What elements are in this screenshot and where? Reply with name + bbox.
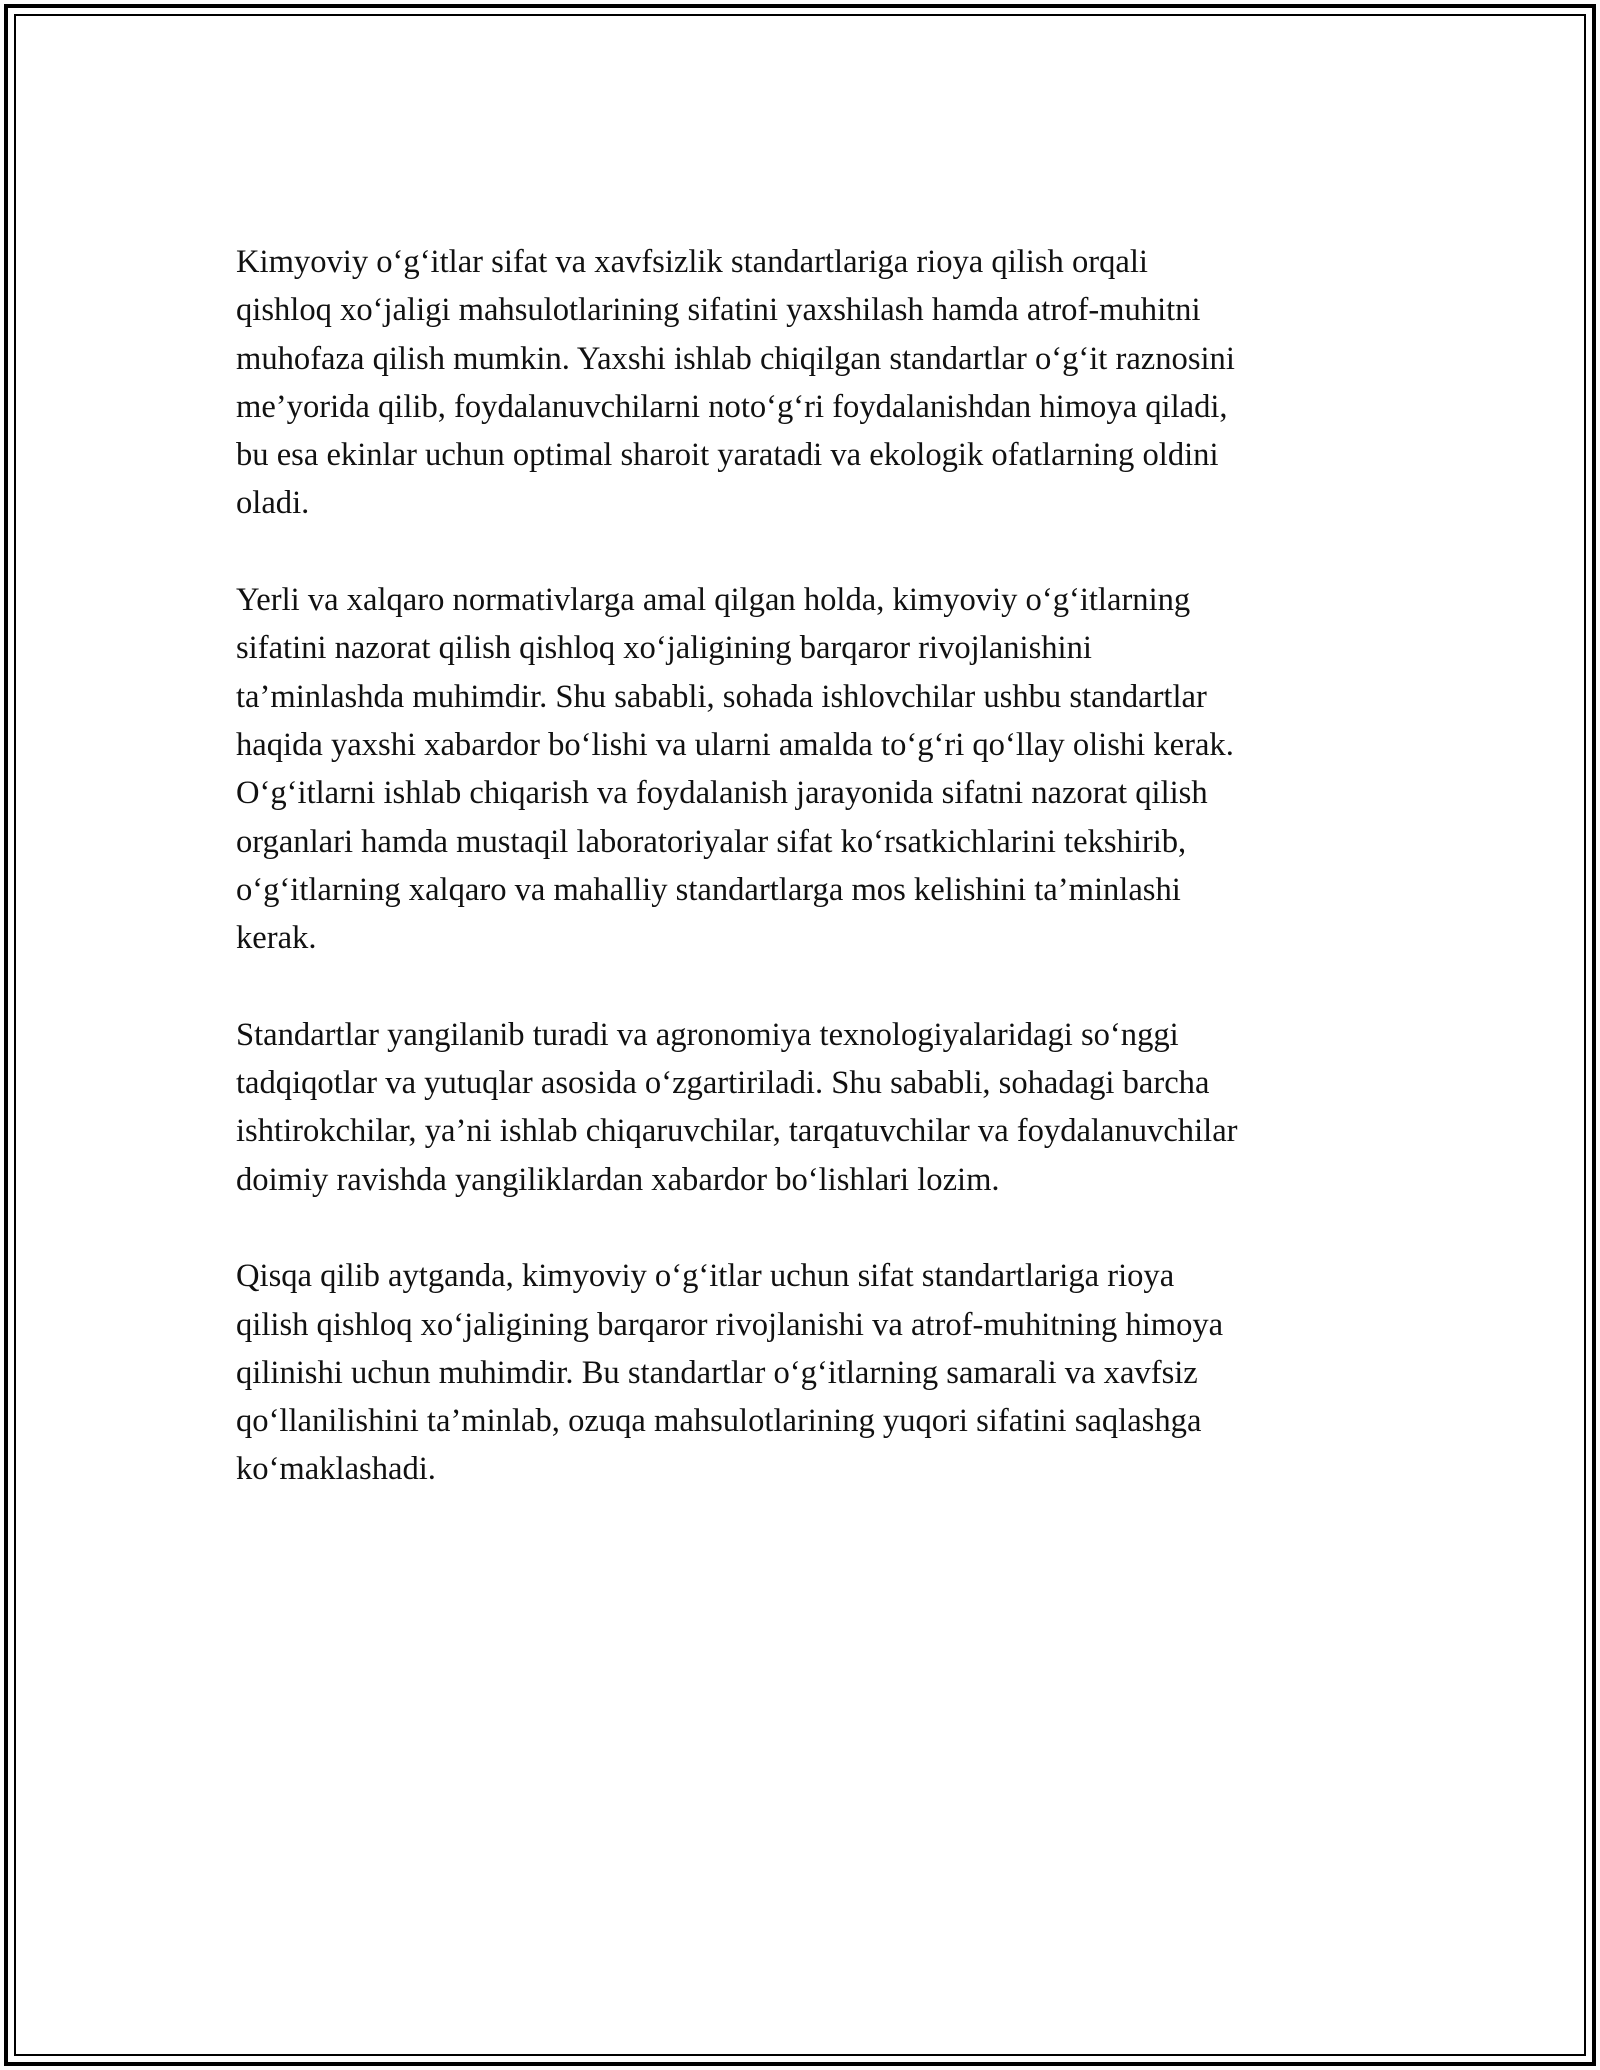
text-line: Kimyoviy o‘g‘itlar sifat va xavfsizlik standartlariga rioya qilish orqali xyxy=(236,244,1148,280)
text-line: kerak. xyxy=(236,920,317,957)
text-line: bu esa ekinlar uchun optimal sharoit yaratadi va ekologik ofatlarning oldini xyxy=(236,437,1219,474)
text-line: qishloq xo‘jaligi mahsulotlarining sifatini yaxshilash hamda atrof-muhitni xyxy=(236,292,1201,329)
paragraph-2 xyxy=(236,576,1386,962)
paragraph-1 xyxy=(236,238,1386,528)
document-body xyxy=(236,238,1386,1542)
text-line: ko‘maklashadi. xyxy=(236,1451,436,1488)
text-line: Standartlar yangilanib turadi va agronomiya texnologiyalaridagi so‘nggi xyxy=(236,1016,1179,1053)
text-line: o‘g‘itlarning xalqaro va mahalliy standartlarga mos kelishini ta’minlashi xyxy=(236,871,1181,908)
paragraph-4 xyxy=(236,1252,1386,1493)
text-line: ta’minlashda muhimdir. Shu sababli, sohada ishlovchilar ushbu standartlar xyxy=(236,678,1207,715)
text-line: qilinishi uchun muhimdir. Bu standartlar o‘g‘itlarning samarali va xavfsiz xyxy=(236,1354,1198,1391)
text-line: haqida yaxshi xabardor bo‘lishi va ularni amalda to‘g‘ri qo‘llay olishi kerak. xyxy=(236,726,1234,763)
text-line: ishtirokchilar, ya’ni ishlab chiqaruvchilar, tarqatuvchilar va foydalanuvchilar xyxy=(236,1113,1238,1150)
text-line: tadqiqotlar va yutuqlar asosida o‘zgartiriladi. Shu sababli, sohadagi barcha xyxy=(236,1065,1210,1102)
text-line: doimiy ravishda yangiliklardan xabardor bo‘lishlari lozim. xyxy=(236,1161,1000,1198)
text-line: oladi. xyxy=(236,485,310,522)
paragraph-3 xyxy=(236,1011,1386,1204)
text-line: sifatini nazorat qilish qishloq xo‘jaligining barqaror rivojlanishini xyxy=(236,630,1092,667)
text-line: Yerli va xalqaro normativlarga amal qilgan holda, kimyoviy o‘g‘itlarning xyxy=(236,582,1191,619)
text-line: muhofaza qilish mumkin. Yaxshi ishlab chiqilgan standartlar o‘g‘it raznosini xyxy=(236,340,1235,377)
text-line: qo‘llanilishini ta’minlab, ozuqa mahsulotlarining yuqori sifatini saqlashga xyxy=(236,1403,1202,1440)
text-line: qilish qishloq xo‘jaligining barqaror rivojlanishi va atrof-muhitning himoya xyxy=(236,1306,1224,1343)
text-line: me’yorida qilib, foydalanuvchilarni noto‘g‘ri foydalanishdan himoya qiladi, xyxy=(236,388,1228,425)
text-line: O‘g‘itlarni ishlab chiqarish va foydalanish jarayonida sifatni nazorat qilish xyxy=(236,775,1208,812)
text-line: Qisqa qilib aytganda, kimyoviy o‘g‘itlar uchun sifat standartlariga rioya xyxy=(236,1258,1175,1295)
text-line: organlari hamda mustaqil laboratoriyalar sifat ko‘rsatkichlarini tekshirib, xyxy=(236,823,1187,860)
